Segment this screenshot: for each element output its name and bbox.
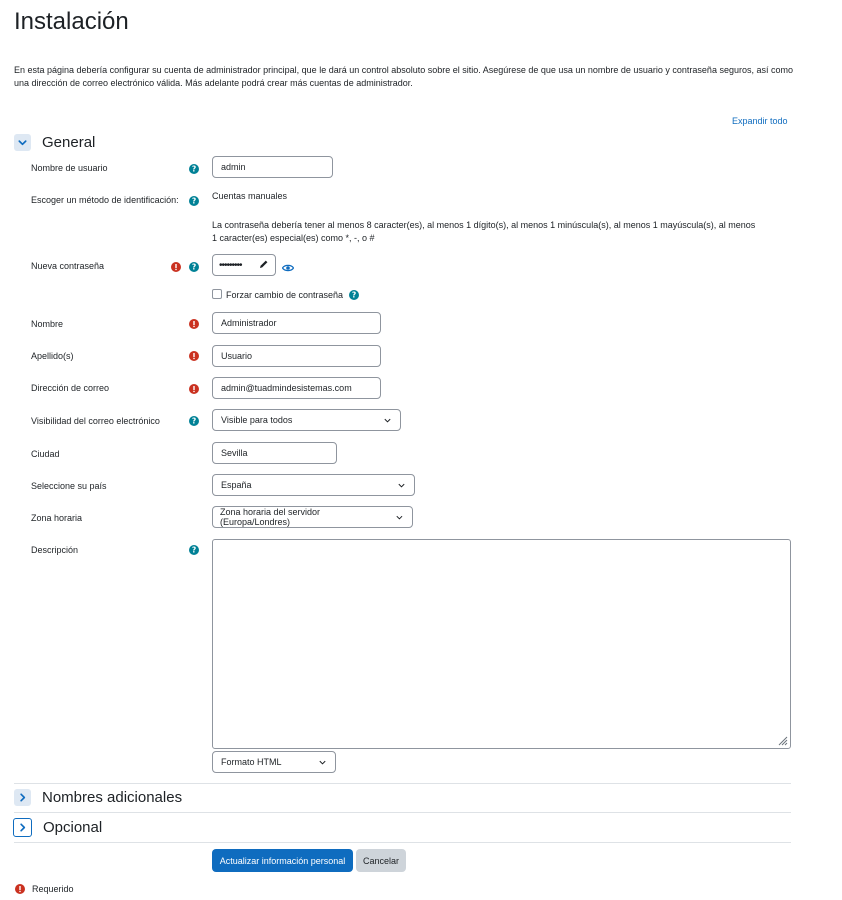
section-additional-names-title: Nombres adicionales bbox=[42, 789, 183, 806]
auth-method-value: Cuentas manuales bbox=[212, 191, 288, 201]
password-mask: ••••••••• bbox=[219, 259, 242, 271]
lastname-label: Apellido(s) bbox=[31, 351, 74, 361]
country-value: España bbox=[221, 480, 252, 490]
email-input[interactable]: admin@tuadmindesistemas.com bbox=[212, 377, 381, 399]
section-optional-header[interactable] bbox=[13, 818, 102, 837]
section-general-title: General bbox=[42, 134, 96, 151]
required-icon bbox=[15, 884, 25, 894]
email-label: Dirección de correo bbox=[31, 383, 110, 393]
email-visibility-select[interactable] bbox=[212, 409, 401, 431]
chevron-down-icon bbox=[318, 758, 327, 767]
section-general-header[interactable] bbox=[14, 134, 95, 151]
country-label: Seleccione su país bbox=[31, 481, 107, 491]
section-optional-title: Opcional bbox=[43, 819, 103, 836]
divider bbox=[14, 842, 791, 843]
section-additional-names-header[interactable] bbox=[14, 789, 182, 806]
page-title: Instalación bbox=[14, 8, 129, 35]
resize-handle-icon[interactable] bbox=[776, 734, 788, 746]
chevron-down-icon bbox=[383, 416, 392, 425]
timezone-value: Zona horaria del servidor (Europa/Londres) bbox=[220, 507, 321, 527]
cancel-button[interactable]: Cancelar bbox=[356, 849, 406, 872]
email-visibility-value: Visible para todos bbox=[221, 415, 293, 425]
force-change-checkbox[interactable] bbox=[212, 289, 222, 299]
country-select[interactable] bbox=[212, 474, 415, 496]
email-visibility-label: Visibilidad del correo electrónico bbox=[31, 416, 160, 426]
format-value: Formato HTML bbox=[221, 757, 282, 767]
pencil-icon[interactable] bbox=[259, 256, 269, 274]
eye-icon[interactable] bbox=[282, 260, 294, 278]
required-icon bbox=[171, 262, 181, 272]
firstname-input[interactable]: Administrador bbox=[212, 312, 381, 334]
chevron-right-icon[interactable] bbox=[14, 789, 31, 806]
svg-text:?: ? bbox=[191, 262, 197, 272]
city-label: Ciudad bbox=[31, 449, 60, 459]
svg-text:?: ? bbox=[191, 545, 197, 555]
password-policy-text: La contraseña debería tener al menos 8 caracter(es), al menos 1 dígito(s), al menos 1 minúscula(s), al menos 1 mayúscula(s), al menos 1 caracter(es) especial(es) como *, -, o # bbox=[212, 220, 756, 243]
username-label: Nombre de usuario bbox=[31, 163, 108, 173]
password-input[interactable] bbox=[212, 254, 276, 276]
intro-text: En esta página debería configurar su cuenta de administrador principal, que le dará un control absoluto sobre el sitio. Asegúrese de que usa un nombre de usuario y contraseña seguros, así como una dirección de correo electrónico válida. Más adelante podrá crear más cuentas de administrador. bbox=[14, 65, 793, 88]
submit-button[interactable]: Actualizar información personal bbox=[212, 849, 353, 872]
password-label: Nueva contraseña bbox=[31, 261, 105, 271]
svg-text:?: ? bbox=[191, 164, 197, 174]
description-textarea[interactable] bbox=[212, 539, 791, 749]
svg-text:?: ? bbox=[191, 416, 197, 426]
required-icon bbox=[189, 351, 199, 361]
required-icon bbox=[189, 384, 199, 394]
svg-text:?: ? bbox=[351, 290, 357, 300]
required-icon bbox=[189, 319, 199, 329]
timezone-select[interactable] bbox=[212, 506, 413, 528]
username-input[interactable]: admin bbox=[212, 156, 333, 178]
city-input[interactable]: Sevilla bbox=[212, 442, 337, 464]
help-icon[interactable] bbox=[189, 262, 199, 272]
chevron-down-icon bbox=[395, 513, 404, 522]
firstname-label: Nombre bbox=[31, 319, 64, 329]
help-icon[interactable] bbox=[189, 196, 199, 206]
description-label: Descripción bbox=[31, 545, 79, 555]
auth-method-label: Escoger un método de identificación: bbox=[31, 195, 179, 205]
help-icon[interactable] bbox=[189, 164, 199, 174]
chevron-down-icon[interactable] bbox=[14, 134, 31, 151]
timezone-label: Zona horaria bbox=[31, 513, 83, 523]
divider bbox=[14, 783, 791, 784]
help-icon[interactable] bbox=[189, 416, 199, 426]
chevron-down-icon bbox=[397, 481, 406, 490]
help-icon[interactable] bbox=[189, 545, 199, 555]
divider bbox=[14, 812, 791, 813]
force-change-label: Forzar cambio de contraseña bbox=[226, 290, 344, 300]
help-icon[interactable] bbox=[349, 290, 359, 300]
expand-all-link[interactable]: Expandir todo bbox=[732, 116, 788, 126]
svg-text:?: ? bbox=[191, 196, 197, 206]
lastname-input[interactable]: Usuario bbox=[212, 345, 381, 367]
format-select[interactable] bbox=[212, 751, 336, 773]
chevron-right-icon[interactable] bbox=[13, 818, 32, 837]
required-legend-text: Requerido bbox=[32, 884, 74, 894]
